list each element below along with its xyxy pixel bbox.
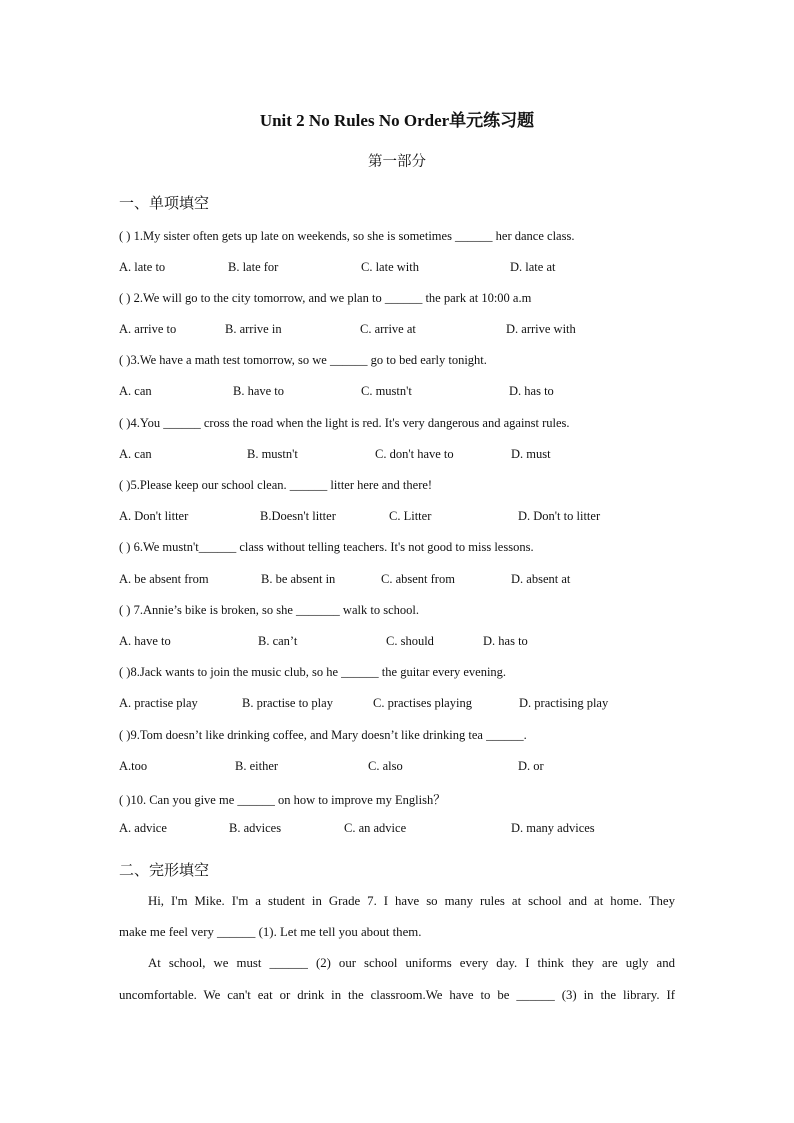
option-a: A. late to [119, 260, 166, 274]
option-c: C. Litter [389, 509, 432, 523]
option-d: D. must [511, 447, 551, 461]
option-b: B. arrive in [225, 322, 282, 336]
passage-line: At school, we must ______ (2) our school uniforms every day. I think they are ugly and [148, 956, 675, 970]
option-b: B. can’t [258, 634, 298, 648]
passage-line: uncomfortable. We can't eat or drink in the classroom.We have to be ______ (3) in the library. If [119, 988, 675, 1002]
option-b: B. mustn't [247, 447, 298, 461]
option-a: A. practise play [119, 696, 198, 710]
question-stem: ( )4.You ______ cross the road when the light is red. It's very dangerous and against rules. [119, 416, 570, 430]
question-stem: ( ) 6.We mustn't______ class without telling teachers. It's not good to miss lessons. [119, 540, 534, 554]
option-c: C. an advice [344, 821, 407, 835]
option-c: C. absent from [381, 572, 455, 586]
question-stem: ( )3.We have a math test tomorrow, so we ______ go to bed early tonight. [119, 353, 487, 367]
option-c: C. late with [361, 260, 419, 274]
question-stem: ( )5.Please keep our school clean. ______ litter here and there! [119, 478, 433, 492]
passage-line: Hi, I'm Mike. I'm a student in Grade 7. I have so many rules at school and at home. They [148, 894, 675, 908]
option-c: C. also [368, 759, 403, 773]
option-a: A. advice [119, 821, 167, 835]
option-c: C. don't have to [375, 447, 454, 461]
passage-line: make me feel very ______ (1). Let me tell you about them. [119, 925, 422, 939]
option-d: D. or [518, 759, 544, 773]
option-b: B.Doesn't litter [260, 509, 336, 523]
option-d: D. Don't to litter [518, 509, 601, 523]
option-d: D. practising play [519, 696, 609, 710]
option-c: C. practises playing [373, 696, 472, 710]
option-a: A. arrive to [119, 322, 177, 336]
option-d: D. has to [483, 634, 528, 648]
option-b: B. have to [233, 384, 285, 398]
page-title: Unit 2 No Rules No Order单元练习题 [259, 111, 535, 130]
question-stem: ( )8.Jack wants to join the music club, so he ______ the guitar every evening. [119, 665, 507, 679]
part-label: 第一部分 [368, 154, 426, 170]
option-a: A. Don't litter [119, 509, 189, 523]
option-a: A. have to [119, 634, 171, 648]
option-a: A. can [119, 384, 152, 398]
option-b: B. advices [229, 821, 282, 835]
option-b: B. be absent in [261, 572, 336, 586]
option-b: B. late for [228, 260, 279, 274]
option-d: D. many advices [511, 821, 595, 835]
section-heading-cloze: 二、完形填空 [119, 863, 210, 879]
option-b: B. either [235, 759, 279, 773]
option-d: D. absent at [511, 572, 571, 586]
option-d: D. arrive with [506, 322, 576, 336]
option-a: A.too [119, 759, 148, 773]
question-stem: ( ) 2.We will go to the city tomorrow, and we plan to ______ the park at 10:00 a.m [119, 291, 532, 305]
question-stem: ( )9.Tom doesn’t like drinking coffee, and Mary doesn’t like drinking tea ______. [119, 728, 527, 742]
option-b: B. practise to play [242, 696, 333, 710]
option-d: D. late at [510, 260, 556, 274]
option-a: A. can [119, 447, 152, 461]
question-stem: ( ) 7.Annie’s bike is broken, so she _______ walk to school. [119, 603, 419, 617]
question-stem: ( )10. Can you give me ______ on how to improve my English？ [119, 793, 446, 807]
option-a: A. be absent from [119, 572, 209, 586]
section-heading-single-choice: 一、单项填空 [119, 196, 210, 212]
option-c: C. arrive at [360, 322, 416, 336]
question-stem: ( ) 1.My sister often gets up late on weekends, so she is sometimes ______ her dance class. [119, 229, 575, 243]
option-c: C. mustn't [361, 384, 412, 398]
option-c: C. should [386, 634, 434, 648]
option-d: D. has to [509, 384, 554, 398]
